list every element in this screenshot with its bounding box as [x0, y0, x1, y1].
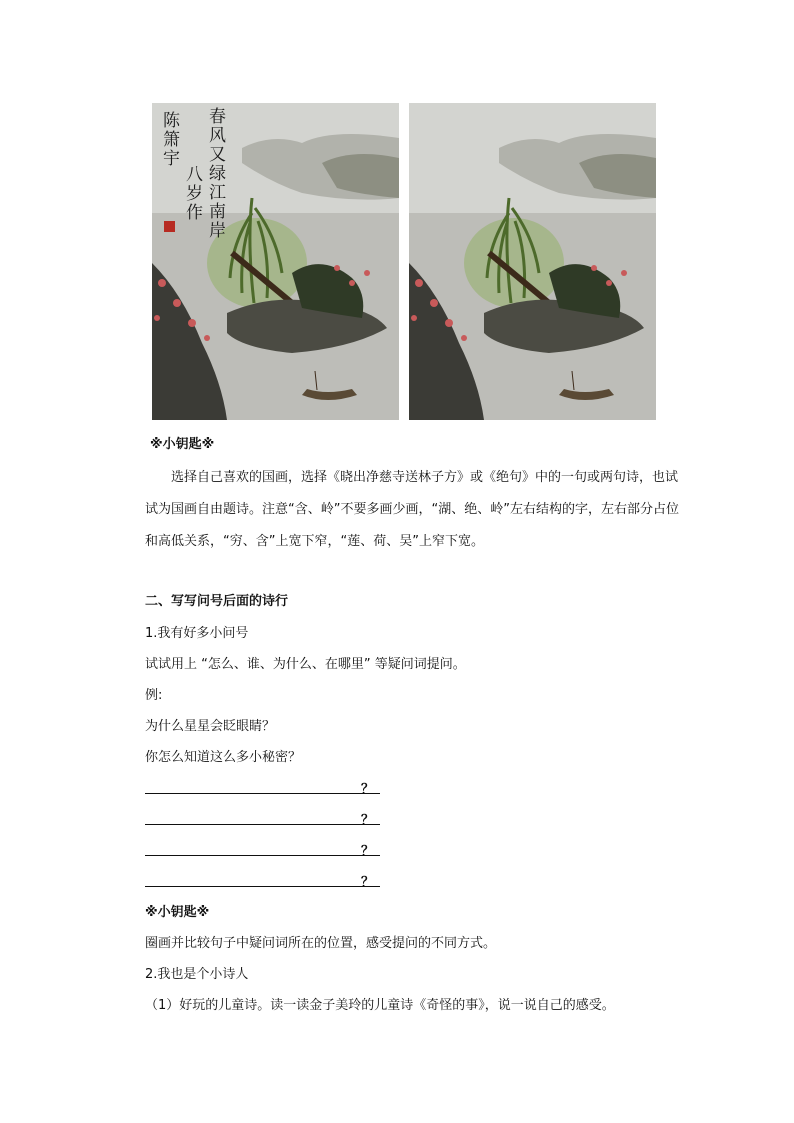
artist-seal-stamp — [164, 221, 175, 232]
answer-blank-line[interactable] — [145, 811, 380, 827]
key-paragraph: 选择自己喜欢的国画，选择《晓出净慈寺送林子方》或《绝句》中的一句或两句诗，也试试为国画自由题诗。注意“含、岭”不要多画少画，“湖、绝、岭”左右结构的字，左右部分占位和高低关系，“穷、含”上宽下窄，“莲、荷、吴”上窄下宽。 — [145, 470, 679, 549]
instruction-text: 试试用上 “怎么、谁、为什么、在哪里” 等疑问词提问。 — [145, 657, 466, 672]
question-mark: ？ — [360, 813, 374, 828]
blank-underline — [145, 855, 380, 856]
blank-underline — [145, 824, 380, 825]
painting-blank — [409, 103, 656, 420]
landscape-painting-image-blank — [409, 103, 656, 420]
subsection-item: （1）好玩的儿童诗。读一读金子美玲的儿童诗《奇怪的事》，说一说自己的感受。 — [145, 998, 615, 1013]
key-heading: ※小钥匙※ — [145, 905, 210, 920]
answer-blank-line[interactable] — [145, 842, 380, 858]
subsection-title: 1.我有好多小问号 — [145, 626, 249, 641]
painting-with-inscription — [152, 103, 399, 420]
painting-pair — [152, 103, 656, 420]
question-mark: ？ — [360, 875, 374, 890]
key-heading: ※小钥匙※ — [150, 437, 215, 452]
inscription-author-line: 陈箫宇 — [159, 111, 179, 168]
example-label: 例: — [145, 688, 163, 703]
inscription-poem-line: 春风又绿江南岸 — [205, 107, 225, 240]
answer-blank-line[interactable] — [145, 780, 380, 796]
key-text: 圈画并比较句子中疑问词所在的位置，感受提问的不同方式。 — [145, 936, 497, 951]
example-question: 你怎么知道这么多小秘密？ — [145, 750, 302, 765]
question-mark: ？ — [360, 844, 374, 859]
subsection-title: 2.我也是个小诗人 — [145, 967, 249, 982]
section-heading: 二、写写问号后面的诗行 — [145, 594, 289, 609]
example-question: 为什么星星会眨眼睛？ — [145, 719, 276, 734]
answer-blank-line[interactable] — [145, 873, 380, 889]
question-mark: ？ — [360, 782, 374, 797]
blank-underline — [145, 793, 380, 794]
inscription-age-line: 八岁作 — [182, 165, 202, 222]
blank-underline — [145, 886, 380, 887]
